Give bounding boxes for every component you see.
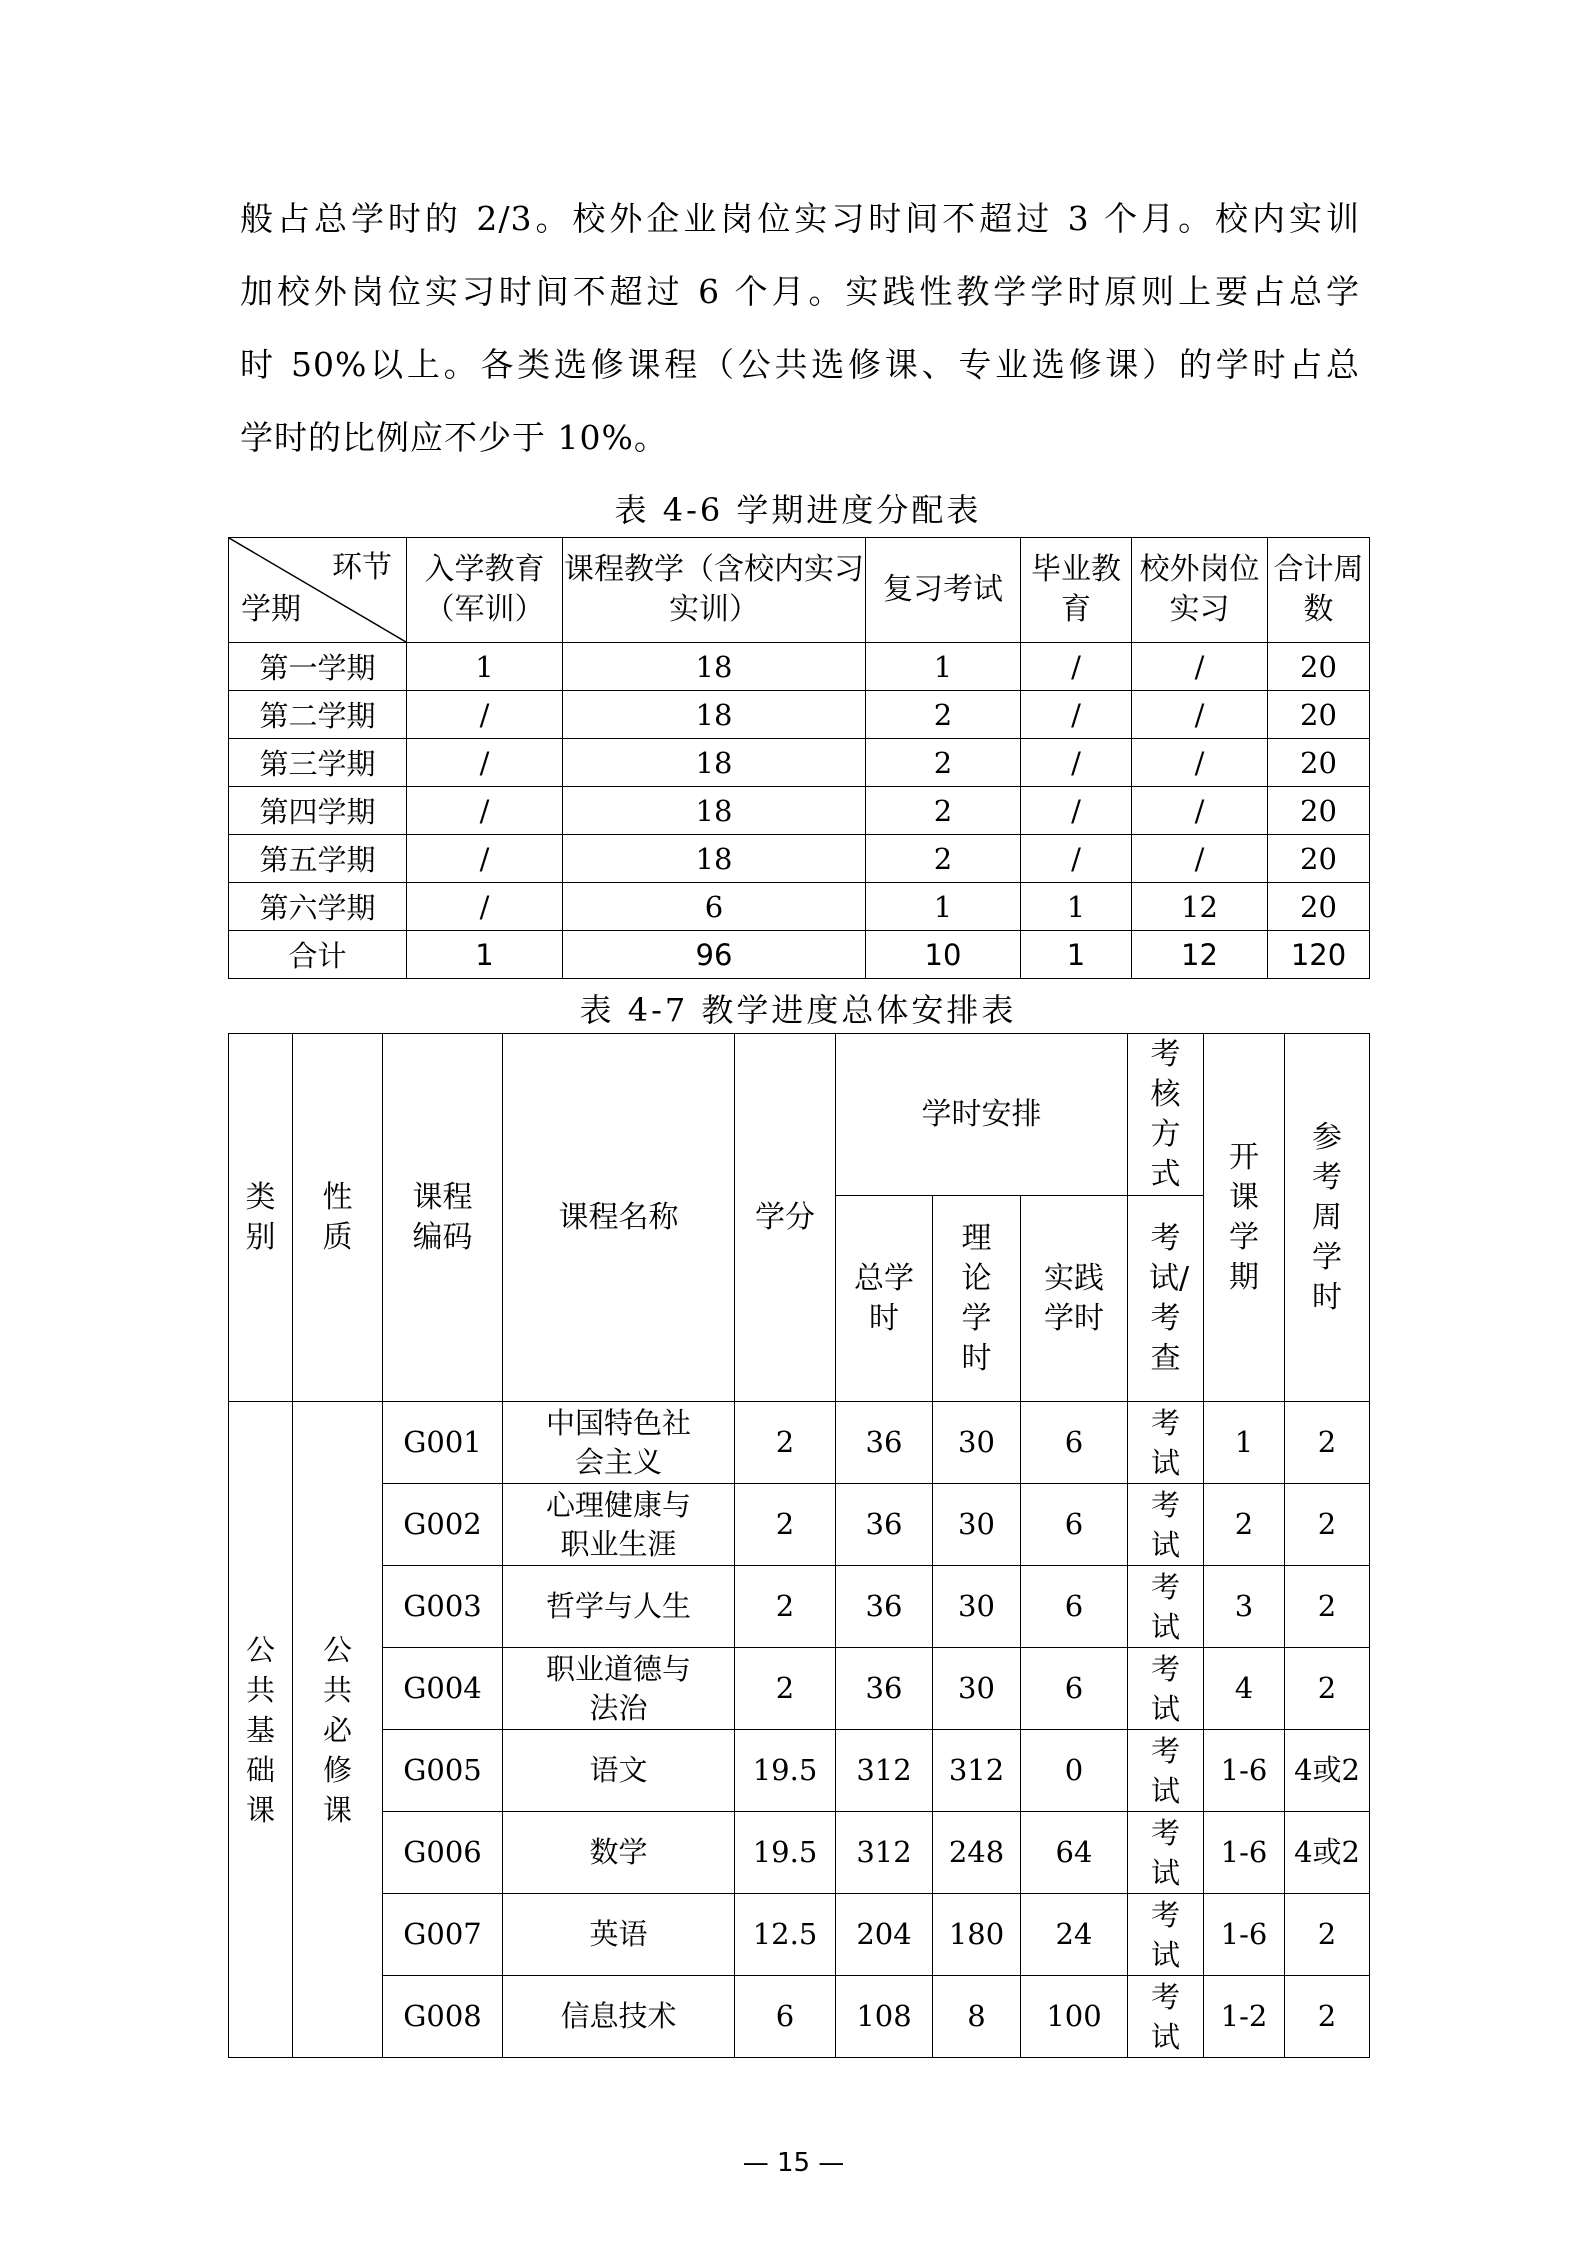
table-header-row xyxy=(229,1034,1370,1196)
code-cell: G001 xyxy=(383,1402,503,1484)
weekly-cell: 2 xyxy=(1317,1507,1337,1541)
table-row xyxy=(229,835,1370,883)
cell: 12 xyxy=(1132,883,1268,931)
paragraph-line: 学时的比例应不少于 10%。 xyxy=(240,418,668,457)
weekly-cell: 4或2 xyxy=(1294,1835,1360,1869)
cell: 1 xyxy=(866,883,1021,931)
cell: 20 xyxy=(1268,835,1370,883)
col-header-exam-type: 考试/考查 xyxy=(1149,1220,1190,1376)
name-cell: 语文 xyxy=(589,1753,648,1787)
table-row xyxy=(229,1976,1370,2058)
name-cell: 心理健康与职业生涯 xyxy=(545,1487,691,1561)
exam-cell: 考试 xyxy=(1151,1569,1181,1644)
cell: 1 xyxy=(866,643,1021,691)
weekly-cell: 2 xyxy=(1317,1425,1337,1459)
col-header: 合计周数 xyxy=(1268,538,1370,643)
cell: 1 xyxy=(1021,883,1132,931)
theory-hours-cell: 248 xyxy=(933,1812,1021,1894)
theory-hours-cell: 30 xyxy=(933,1402,1021,1484)
cell: / xyxy=(407,739,563,787)
weekly-cell: 2 xyxy=(1317,1999,1337,2033)
category-cell: 公共基础课 xyxy=(245,1632,275,1827)
term-cell: 第五学期 xyxy=(229,835,407,883)
cell: 20 xyxy=(1268,739,1370,787)
term-cell: 第六学期 xyxy=(229,883,407,931)
cell: / xyxy=(1021,643,1132,691)
practice-hours-cell: 24 xyxy=(1021,1894,1128,1976)
cell: 1 xyxy=(407,643,563,691)
weekly-cell: 2 xyxy=(1317,1671,1337,1705)
practice-hours-cell: 6 xyxy=(1021,1402,1128,1484)
teaching-schedule-table xyxy=(228,1033,1370,2058)
col-header-hours-group: 学时安排 xyxy=(836,1034,1128,1196)
col-header: 课程教学（含校内实习实训） xyxy=(563,538,866,643)
total-hours-cell: 312 xyxy=(836,1812,933,1894)
name-cell: 哲学与人生 xyxy=(545,1589,691,1623)
name-cell: 中国特色社会主义 xyxy=(545,1405,691,1479)
theory-hours-cell: 30 xyxy=(933,1566,1021,1648)
name-cell: 数学 xyxy=(589,1835,648,1869)
code-cell: G006 xyxy=(383,1812,503,1894)
col-header-total-hours: 总学时 xyxy=(854,1260,914,1336)
term-cell: 第四学期 xyxy=(229,787,407,835)
term-cell: 第一学期 xyxy=(229,643,407,691)
table-row xyxy=(229,883,1370,931)
col-header-name: 课程名称 xyxy=(503,1034,735,1402)
semester-cell: 1-6 xyxy=(1204,1812,1285,1894)
cell: / xyxy=(1021,787,1132,835)
cell: / xyxy=(1021,691,1132,739)
cell: / xyxy=(1021,739,1132,787)
cell: 2 xyxy=(866,691,1021,739)
table-row xyxy=(229,1402,1370,1484)
table-row xyxy=(229,1566,1370,1648)
cell: 1 xyxy=(1021,931,1132,979)
cell: 1 xyxy=(407,931,563,979)
cell: 18 xyxy=(563,739,866,787)
cell: 2 xyxy=(866,835,1021,883)
cell: 18 xyxy=(563,643,866,691)
cell: 96 xyxy=(563,931,866,979)
cell: 20 xyxy=(1268,643,1370,691)
exam-cell: 考试 xyxy=(1151,1651,1181,1726)
col-header-credit: 学分 xyxy=(735,1034,836,1402)
code-cell: G005 xyxy=(383,1730,503,1812)
col-header-category: 类别 xyxy=(245,1179,276,1255)
table-row xyxy=(229,739,1370,787)
exam-cell: 考试 xyxy=(1151,1979,1181,2054)
cell: 20 xyxy=(1268,691,1370,739)
cell: / xyxy=(1132,643,1268,691)
table-row xyxy=(229,1648,1370,1730)
credit-cell: 2 xyxy=(735,1484,836,1566)
cell: / xyxy=(1132,787,1268,835)
table-row xyxy=(229,1812,1370,1894)
col-header-theory-hours: 理论学时 xyxy=(961,1220,992,1376)
exam-cell: 考试 xyxy=(1151,1487,1181,1562)
total-hours-cell: 312 xyxy=(836,1730,933,1812)
exam-cell: 考试 xyxy=(1151,1405,1181,1480)
total-hours-cell: 36 xyxy=(836,1566,933,1648)
exam-cell: 考试 xyxy=(1151,1815,1181,1890)
table-row xyxy=(229,643,1370,691)
cell: 120 xyxy=(1268,931,1370,979)
nature-cell: 公共必修课 xyxy=(322,1632,352,1827)
semester-progress-table xyxy=(228,537,1370,979)
cell: / xyxy=(407,883,563,931)
semester-cell: 3 xyxy=(1204,1566,1285,1648)
weekly-cell: 4或2 xyxy=(1294,1753,1360,1787)
semester-cell: 1 xyxy=(1204,1402,1285,1484)
semester-cell: 2 xyxy=(1204,1484,1285,1566)
cell: / xyxy=(1021,835,1132,883)
cell: / xyxy=(407,835,563,883)
cell: / xyxy=(1132,835,1268,883)
practice-hours-cell: 6 xyxy=(1021,1484,1128,1566)
total-hours-cell: 36 xyxy=(836,1484,933,1566)
total-label: 合计 xyxy=(229,931,407,979)
theory-hours-cell: 30 xyxy=(933,1484,1021,1566)
cell: 20 xyxy=(1268,883,1370,931)
practice-hours-cell: 6 xyxy=(1021,1566,1128,1648)
col-header-semester: 开课学期 xyxy=(1229,1139,1260,1295)
cell: / xyxy=(1132,739,1268,787)
theory-hours-cell: 30 xyxy=(933,1648,1021,1730)
total-hours-cell: 36 xyxy=(836,1402,933,1484)
theory-hours-cell: 180 xyxy=(933,1894,1021,1976)
table-row xyxy=(229,1894,1370,1976)
col-header: 毕业教育 xyxy=(1021,538,1132,643)
term-cell: 第二学期 xyxy=(229,691,407,739)
cell: / xyxy=(1132,691,1268,739)
practice-hours-cell: 0 xyxy=(1021,1730,1128,1812)
table-row xyxy=(229,1730,1370,1812)
name-cell: 英语 xyxy=(589,1917,648,1951)
diag-label-bottom: 学期 xyxy=(241,592,301,627)
cell: / xyxy=(407,787,563,835)
credit-cell: 2 xyxy=(735,1566,836,1648)
code-cell: G004 xyxy=(383,1648,503,1730)
cell: 12 xyxy=(1132,931,1268,979)
table-header-row xyxy=(229,538,1370,643)
semester-cell: 1-2 xyxy=(1204,1976,1285,2058)
paragraph-line: 加校外岗位实习时间不超过 6 个月。实践性教学学时原则上要占总学 xyxy=(240,272,1360,311)
credit-cell: 19.5 xyxy=(735,1812,836,1894)
credit-cell: 2 xyxy=(735,1648,836,1730)
total-hours-cell: 36 xyxy=(836,1648,933,1730)
cell: 18 xyxy=(563,787,866,835)
exam-cell: 考试 xyxy=(1151,1733,1181,1808)
cell: 18 xyxy=(563,835,866,883)
credit-cell: 12.5 xyxy=(735,1894,836,1976)
col-header: 校外岗位实习 xyxy=(1132,538,1268,643)
code-cell: G003 xyxy=(383,1566,503,1648)
table-row xyxy=(229,691,1370,739)
total-hours-cell: 108 xyxy=(836,1976,933,2058)
col-header-weekly: 参考周学时 xyxy=(1312,1119,1343,1315)
col-header-code: 课程编码 xyxy=(412,1179,473,1255)
diagonal-header-cell xyxy=(229,538,407,643)
paragraph-line: 时 50%以上。各类选修课程（公共选修课、专业选修课）的学时占总 xyxy=(240,345,1360,384)
col-header-nature: 性质 xyxy=(322,1179,353,1255)
practice-hours-cell: 100 xyxy=(1021,1976,1128,2058)
col-header: 复习考试 xyxy=(866,538,1021,643)
theory-hours-cell: 312 xyxy=(933,1730,1021,1812)
body-paragraph xyxy=(240,182,1360,474)
practice-hours-cell: 64 xyxy=(1021,1812,1128,1894)
cell: 2 xyxy=(866,787,1021,835)
cell: 10 xyxy=(866,931,1021,979)
name-cell: 职业道德与法治 xyxy=(545,1651,691,1725)
code-cell: G002 xyxy=(383,1484,503,1566)
credit-cell: 2 xyxy=(735,1402,836,1484)
col-header: 入学教育（军训） xyxy=(407,538,563,643)
paragraph-line: 般占总学时的 2/3。校外企业岗位实习时间不超过 3 个月。校内实训 xyxy=(240,199,1360,238)
page-number: — 15 — xyxy=(742,2148,845,2178)
practice-hours-cell: 6 xyxy=(1021,1648,1128,1730)
col-header-exam-method: 考核方式 xyxy=(1150,1036,1181,1192)
name-cell: 信息技术 xyxy=(560,1999,677,2033)
total-row xyxy=(229,931,1370,979)
col-header-practice-hours: 实践学时 xyxy=(1044,1260,1104,1336)
code-cell: G008 xyxy=(383,1976,503,2058)
cell: 6 xyxy=(563,883,866,931)
diag-label-top: 环节 xyxy=(332,550,392,585)
cell: 20 xyxy=(1268,787,1370,835)
total-hours-cell: 204 xyxy=(836,1894,933,1976)
credit-cell: 19.5 xyxy=(735,1730,836,1812)
exam-cell: 考试 xyxy=(1151,1897,1181,1972)
semester-cell: 4 xyxy=(1204,1648,1285,1730)
semester-cell: 1-6 xyxy=(1204,1730,1285,1812)
table-4-6-caption: 表 4-6 学期进度分配表 xyxy=(614,491,982,529)
cell: 18 xyxy=(563,691,866,739)
table-row xyxy=(229,787,1370,835)
weekly-cell: 2 xyxy=(1317,1589,1337,1623)
table-row xyxy=(229,1484,1370,1566)
code-cell: G007 xyxy=(383,1894,503,1976)
weekly-cell: 2 xyxy=(1317,1917,1337,1951)
table-4-7-caption: 表 4-7 教学进度总体安排表 xyxy=(579,991,1017,1029)
semester-cell: 1-6 xyxy=(1204,1894,1285,1976)
cell: 2 xyxy=(866,739,1021,787)
cell: / xyxy=(407,691,563,739)
theory-hours-cell: 8 xyxy=(933,1976,1021,2058)
term-cell: 第三学期 xyxy=(229,739,407,787)
credit-cell: 6 xyxy=(735,1976,836,2058)
